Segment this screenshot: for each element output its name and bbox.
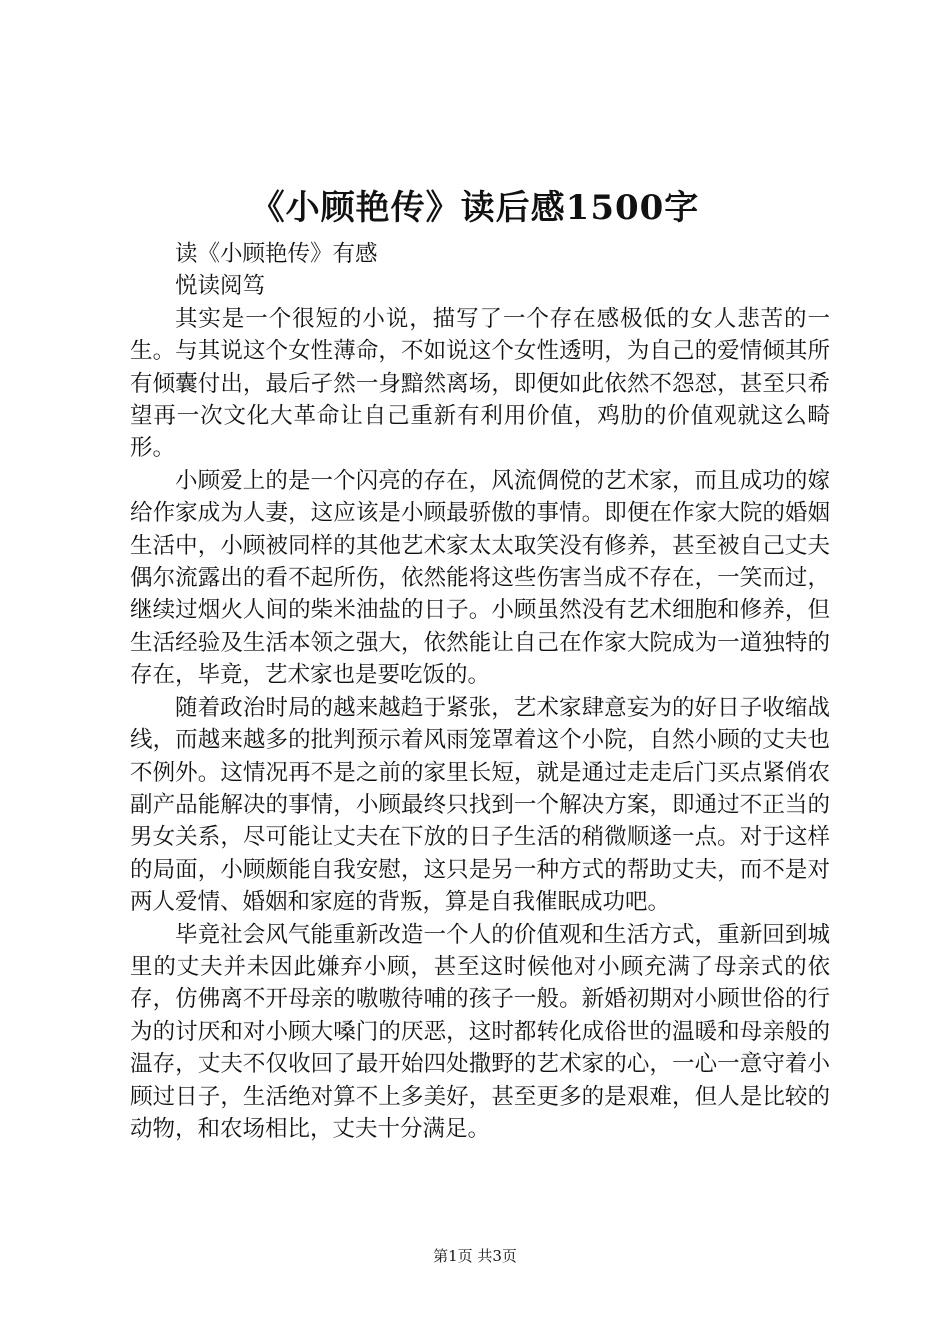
page-number-footer: 第1页 共3页 (433, 1247, 517, 1265)
paragraph-2: 小顾爱上的是一个闪亮的存在，风流倜傥的艺术家，而且成功的嫁给作家成为人妻，这应该是小顾最骄傲的事情。即便在作家大院的婚姻生活中，小顾被同样的其他艺术家太太取笑没有修养，甚至被自己丈夫偶尔流露出的看不起所伤，依然能将这些伤害当成不存在，一笑而过，继续过烟火人间的柴米油盐的日子。小顾虽然没有艺术细胞和修养，但生活经验及生活本领之强大，依然能让自己在作家大院成为一道独特的存在，毕竟，艺术家也是要吃饭的。 (130, 467, 830, 689)
document-title: 《小顾艳传》读后感1500字 (250, 188, 700, 228)
paragraph-3: 随着政治时局的越来越趋于紧张，艺术家肆意妄为的好日子收缩战线，而越来越多的批判预示着风雨笼罩着这个小院，自然小顾的丈夫也不例外。这情况再不是之前的家里长短，就是通过走走后门买点紧俏农副产品能解决的事情，小顾最终只找到一个解决方案，即通过不正当的男女关系，尽可能让丈夫在下放的日子生活的稍微顺遂一点。对于这样的局面，小顾颇能自我安慰，这只是另一种方式的帮助丈夫，而不是对两人爱情、婚姻和家庭的背叛，算是自我催眠成功吧。 (130, 694, 830, 916)
document-body (130, 238, 830, 1145)
paragraph-4: 毕竟社会风气能重新改造一个人的价值观和生活方式，重新回到城里的丈夫并未因此嫌弃小顾，甚至这时候他对小顾充满了母亲式的依存，仿佛离不开母亲的嗷嗷待哺的孩子一般。新婚初期对小顾世俗的行为的讨厌和对小顾大嗓门的厌恶，这时都转化成俗世的温暖和母亲般的温存，丈夫不仅收回了最开始四处撒野的艺术家的心，一心一意守着小顾过日子，生活绝对算不上多美好，甚至更多的是艰难，但人是比较的动物，和农场相比，丈夫十分满足。 (130, 921, 830, 1142)
subtitle-line: 读《小顾艳传》有感 (175, 241, 378, 267)
author-line: 悦读阅笃 (175, 273, 266, 300)
paragraph-1: 其实是一个很短的小说，描写了一个存在感极低的女人悲苦的一生。与其说这个女性薄命，不如说这个女性透明，为自己的爱情倾其所有倾囊付出，最后孑然一身黯然离场，即便如此依然不怨怼，甚至只希望再一次文化大革命让自己重新有利用价值，鸡肋的价值观就这么畸形。 (130, 305, 830, 462)
